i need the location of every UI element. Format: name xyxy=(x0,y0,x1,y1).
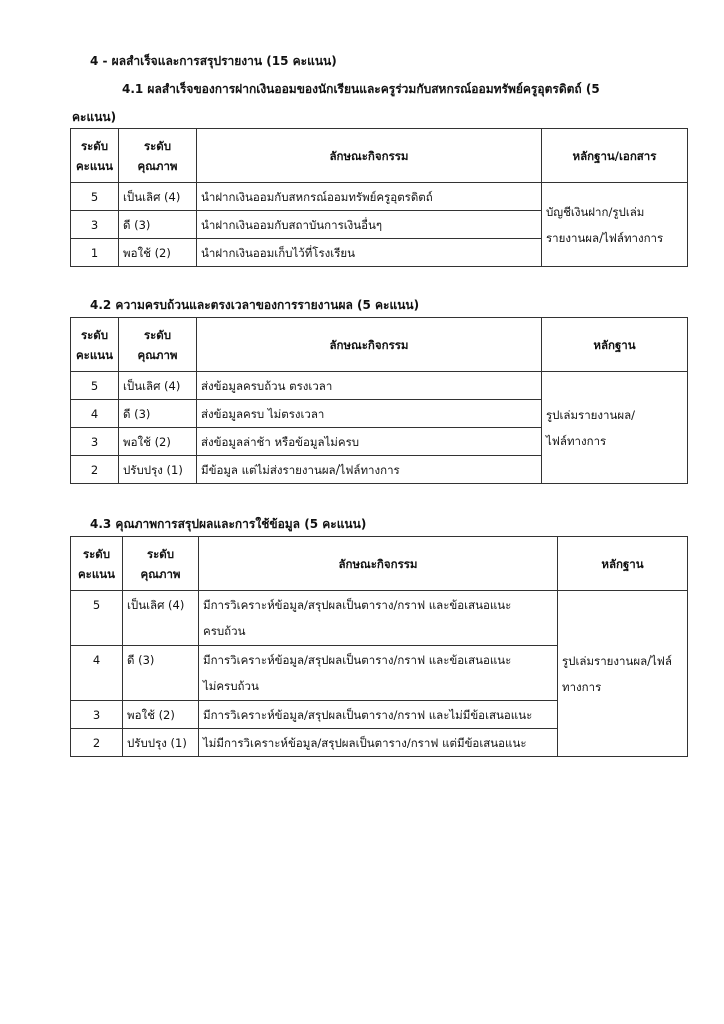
header-activity: ลักษณะกิจกรรม xyxy=(197,318,542,372)
table-4-1 xyxy=(70,128,688,267)
evidence-cell: รูปเล่มรายงานผล/ไฟล์ ทางการ xyxy=(558,591,688,757)
quality-cell: ดี (3) xyxy=(119,211,197,239)
activity-cell: มีการวิเคราะห์ข้อมูล/สรุปผลเป็นตาราง/กราฟ และข้อเสนอแนะ ครบถ้วน xyxy=(199,591,558,646)
header-quality: ระดับ คุณภาพ xyxy=(119,318,197,372)
activity-cell: ส่งข้อมูลครบ ไม่ตรงเวลา xyxy=(197,400,542,428)
activity-cell: ส่งข้อมูลล่าช้า หรือข้อมูลไม่ครบ xyxy=(197,428,542,456)
evidence-cell: รูปเล่มรายงานผล/ ไฟล์ทางการ xyxy=(542,372,688,484)
table-header-row xyxy=(71,129,688,183)
header-quality: ระดับ คุณภาพ xyxy=(123,537,199,591)
quality-cell: เป็นเลิศ (4) xyxy=(123,591,199,646)
header-score: ระดับ คะแนน xyxy=(71,129,119,183)
activity-cell: ไม่มีการวิเคราะห์ข้อมูล/สรุปผลเป็นตาราง/กราฟ แต่มีข้อเสนอแนะ xyxy=(199,729,558,757)
score-cell: 3 xyxy=(71,701,123,729)
score-cell: 1 xyxy=(71,239,119,267)
quality-cell: พอใช้ (2) xyxy=(119,239,197,267)
subsection-4-2-title: 4.2 ความครบถ้วนและตรงเวลาของการรายงานผล (5 คะแนน) xyxy=(90,298,420,312)
score-cell: 2 xyxy=(71,456,119,484)
table-4-3 xyxy=(70,536,688,757)
header-activity: ลักษณะกิจกรรม xyxy=(199,537,558,591)
score-cell: 5 xyxy=(71,183,119,211)
evidence-cell: บัญชีเงินฝาก/รูปเล่ม รายงานผล/ไฟล์ทางการ xyxy=(542,183,688,267)
subsection-4-1-title: 4.1 ผลสำเร็จของการฝากเงินออมของนักเรียนและครูร่วมกับสหกรณ์ออมทรัพย์ครูอุตรดิตถ์ (5 xyxy=(122,82,600,96)
score-cell: 4 xyxy=(71,400,119,428)
header-evidence: หลักฐาน xyxy=(558,537,688,591)
score-cell: 5 xyxy=(71,591,123,646)
activity-cell: มีการวิเคราะห์ข้อมูล/สรุปผลเป็นตาราง/กราฟ และไม่มีข้อเสนอแนะ xyxy=(199,701,558,729)
score-cell: 3 xyxy=(71,428,119,456)
table-row xyxy=(71,183,688,211)
header-quality: ระดับ คุณภาพ xyxy=(119,129,197,183)
quality-cell: ปรับปรุง (1) xyxy=(123,729,199,757)
quality-cell: ปรับปรุง (1) xyxy=(119,456,197,484)
header-score: ระดับ คะแนน xyxy=(71,318,119,372)
header-activity: ลักษณะกิจกรรม xyxy=(197,129,542,183)
quality-cell: ดี (3) xyxy=(123,646,199,701)
quality-cell: เป็นเลิศ (4) xyxy=(119,372,197,400)
table-row xyxy=(71,372,688,400)
activity-cell: นำฝากเงินออมเก็บไว้ที่โรงเรียน xyxy=(197,239,542,267)
subsection-4-3-title: 4.3 คุณภาพการสรุปผลและการใช้ข้อมูล (5 คะแนน) xyxy=(90,517,367,531)
activity-cell: นำฝากเงินออมกับสหกรณ์ออมทรัพย์ครูอุตรดิตถ์ xyxy=(197,183,542,211)
quality-cell: เป็นเลิศ (4) xyxy=(119,183,197,211)
score-cell: 4 xyxy=(71,646,123,701)
table-header-row xyxy=(71,537,688,591)
header-score: ระดับ คะแนน xyxy=(71,537,123,591)
subsection-4-1-title-continued: คะแนน) xyxy=(72,110,117,124)
table-header-row xyxy=(71,318,688,372)
table-row xyxy=(71,591,688,646)
activity-cell: ส่งข้อมูลครบถ้วน ตรงเวลา xyxy=(197,372,542,400)
score-cell: 2 xyxy=(71,729,123,757)
table-4-2 xyxy=(70,317,688,484)
activity-cell: นำฝากเงินออมกับสถาบันการเงินอื่นๆ xyxy=(197,211,542,239)
quality-cell: พอใช้ (2) xyxy=(119,428,197,456)
activity-cell: มีการวิเคราะห์ข้อมูล/สรุปผลเป็นตาราง/กราฟ และข้อเสนอแนะ ไม่ครบถ้วน xyxy=(199,646,558,701)
score-cell: 5 xyxy=(71,372,119,400)
section-title: 4 - ผลสำเร็จและการสรุปรายงาน (15 คะแนน) xyxy=(90,54,337,68)
header-evidence: หลักฐาน/เอกสาร xyxy=(542,129,688,183)
quality-cell: ดี (3) xyxy=(119,400,197,428)
activity-cell: มีข้อมูล แต่ไม่ส่งรายงานผล/ไฟล์ทางการ xyxy=(197,456,542,484)
quality-cell: พอใช้ (2) xyxy=(123,701,199,729)
header-evidence: หลักฐาน xyxy=(542,318,688,372)
score-cell: 3 xyxy=(71,211,119,239)
